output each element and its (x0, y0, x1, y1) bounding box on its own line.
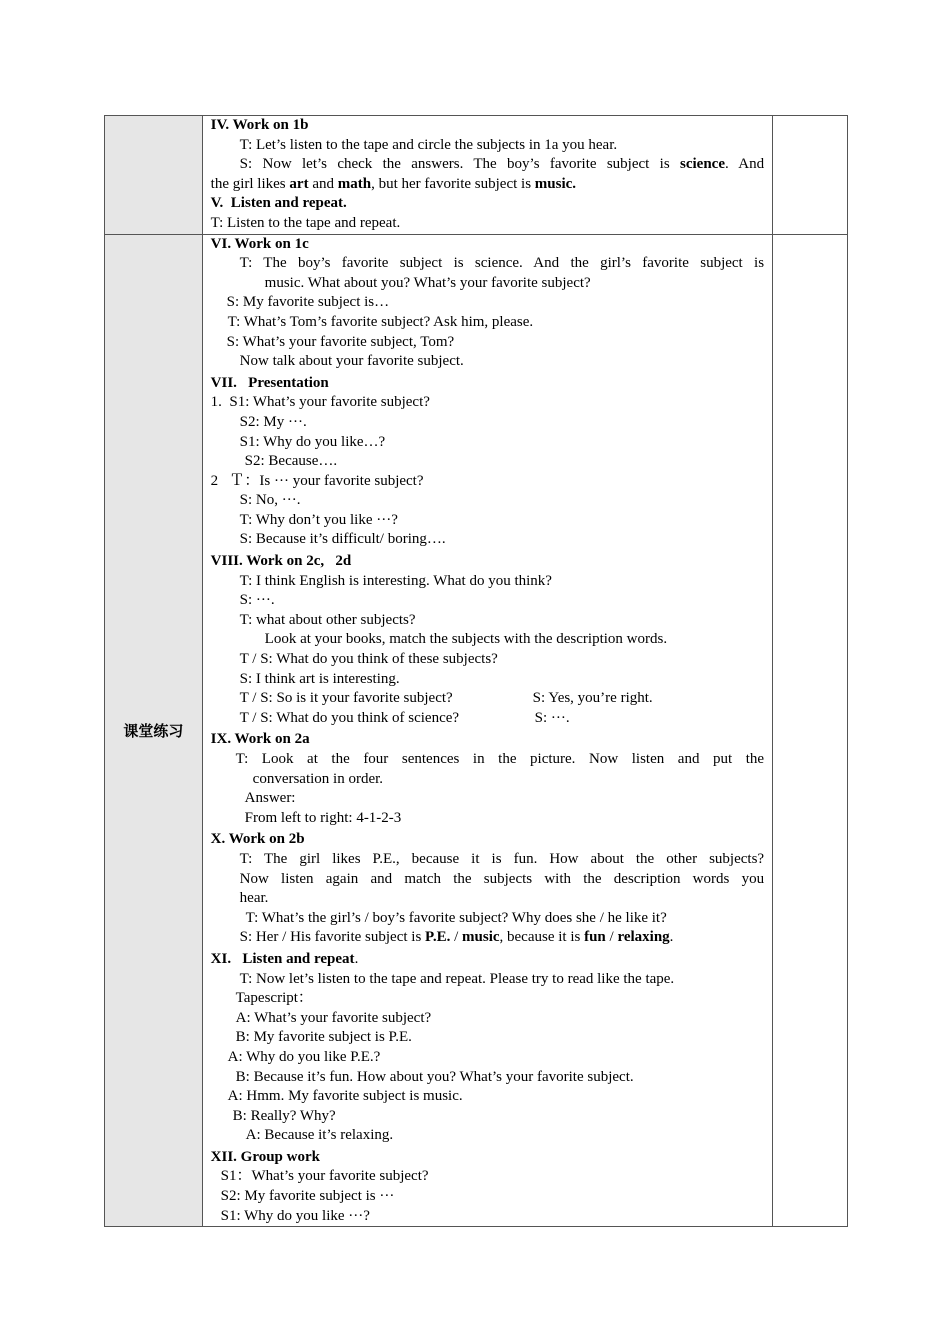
section-heading (211, 1148, 764, 1168)
table-row (105, 116, 848, 235)
text: Now listen again and match the subjects with the description words you (239, 870, 765, 887)
text-line (211, 770, 764, 790)
text-line (211, 413, 764, 433)
text: T: What’s Tom’s favorite subject? Ask him, please. (227, 313, 534, 330)
content-cell (202, 234, 772, 1227)
text-line (211, 650, 764, 670)
text: S2: My ···. (239, 413, 307, 430)
text: S: Now let’s check the answers. The boy’s favorite subject is (239, 156, 680, 173)
section-heading (211, 194, 764, 214)
text: S: ···. (534, 709, 570, 726)
text: . (669, 929, 674, 946)
text: B: My favorite subject is P.E. (235, 1029, 412, 1046)
text: S2: My favorite subject is ··· (220, 1188, 395, 1205)
text: T: What’s the girl’s / boy’s favorite subject? Why does she / he like it? (245, 909, 667, 926)
text: T: The girl likes P.E., because it is fun. How about the other subjects? (239, 850, 765, 867)
lesson-plan-table (104, 115, 848, 1227)
row-label: 课堂练习 (105, 234, 203, 1227)
section-heading (211, 730, 764, 750)
text-line (211, 1087, 764, 1107)
bold-text: VIII. Work on 2c, 2d (210, 553, 352, 570)
text-line (211, 1068, 764, 1088)
bold-text: X. Work on 2b (210, 831, 305, 848)
section-heading (211, 950, 764, 970)
text-line (211, 889, 764, 909)
text-line (211, 274, 764, 294)
text: T: I think English is interesting. What do you think? (239, 572, 552, 589)
text-line (211, 870, 764, 890)
text-line (211, 630, 764, 650)
bold-text: P.E. (425, 929, 451, 946)
text-line (211, 293, 764, 313)
text: S: My favorite subject is… (226, 294, 390, 311)
text-line (211, 572, 764, 592)
text: 2 Ｔ：Is ··· your favorite subject? (210, 472, 424, 489)
bold-text: music. (534, 175, 577, 192)
bold-text: fun (584, 929, 606, 946)
text: T: what about other subjects? (239, 611, 416, 628)
text-line (211, 789, 764, 809)
section-heading (211, 235, 764, 255)
text-line (211, 611, 764, 631)
text: T: Listen to the tape and repeat. (210, 214, 401, 231)
text-line (211, 530, 764, 550)
text: B: Really? Why? (232, 1107, 336, 1124)
text-line (211, 750, 764, 770)
notes-cell (773, 116, 848, 235)
text: music. What about you? What’s your favorite subject? (264, 274, 591, 291)
text: , but her favorite subject is (371, 175, 535, 192)
text-line (211, 1187, 764, 1207)
text: A: What’s your favorite subject? (235, 1009, 432, 1026)
text: 1. S1: What’s your favorite subject? (210, 394, 430, 411)
text-line (211, 1107, 764, 1127)
text-line (211, 433, 764, 453)
text: S1：What’s your favorite subject? (220, 1168, 429, 1185)
text-line (211, 989, 764, 1009)
text: Answer: (244, 790, 296, 807)
text: A: Hmm. My favorite subject is music. (227, 1088, 463, 1105)
bold-text: VI. Work on 1c (210, 235, 309, 252)
text: . (354, 950, 359, 967)
text-line (211, 511, 764, 531)
text: S: What’s your favorite subject, Tom? (226, 333, 455, 350)
bold-text: V. Listen and repeat. (210, 195, 347, 212)
text-line (211, 1126, 764, 1146)
text: S: Yes, you’re right. (532, 690, 653, 707)
row-label (105, 116, 203, 235)
text: Tapescript： (235, 990, 313, 1007)
text: S1: Why do you like ···? (220, 1207, 370, 1224)
text-line (211, 452, 764, 472)
text-line (211, 333, 764, 353)
text: T / S: So is it your favorite subject? (239, 690, 453, 707)
text-line (211, 393, 764, 413)
text: hear. (239, 890, 269, 907)
text: conversation in order. (252, 770, 384, 787)
text: T: Now let’s listen to the tape and repeat. Please try to read like the tape. (239, 970, 675, 987)
bold-text: math (337, 175, 372, 192)
text-line (211, 1167, 764, 1187)
section-heading (211, 116, 764, 136)
text-line (211, 136, 764, 156)
text-line (211, 591, 764, 611)
text-line (211, 472, 764, 492)
bold-text: science (680, 156, 725, 173)
text: S1: Why do you like…? (239, 433, 386, 450)
text: S: Her / His favorite subject is (239, 929, 426, 946)
text-line (211, 928, 764, 948)
bold-text: IV. Work on 1b (210, 117, 309, 133)
text: . And (724, 156, 765, 173)
text-line (211, 254, 764, 274)
text-line (211, 1028, 764, 1048)
text: Now talk about your favorite subject. (239, 353, 464, 370)
content-cell (202, 116, 772, 235)
text-line (211, 689, 764, 709)
text: From left to right: 4-1-2-3 (244, 809, 402, 826)
text-line (211, 850, 764, 870)
text: the girl likes (210, 175, 290, 192)
bold-text: XII. Group work (210, 1148, 320, 1165)
text: A: Why do you like P.E.? (227, 1048, 381, 1065)
text: S2: Because…. (244, 453, 338, 470)
text: S: No, ···. (239, 492, 301, 509)
bold-text: art (289, 175, 309, 192)
text-line (211, 352, 764, 372)
text: S: I think art is interesting. (239, 670, 400, 687)
text-line (211, 809, 764, 829)
text-line (211, 175, 764, 195)
bold-text: VII. Presentation (210, 374, 329, 391)
text-line (211, 155, 764, 175)
text: B: Because it’s fun. How about you? What’s your favorite subject. (235, 1068, 634, 1085)
text: T: The boy’s favorite subject is science. And the girl’s favorite subject is (239, 255, 765, 272)
text: / (605, 929, 618, 946)
text: T: Let’s listen to the tape and circle the subjects in 1a you hear. (239, 136, 618, 153)
text: and (308, 175, 338, 192)
text: A: Because it’s relaxing. (245, 1127, 394, 1144)
text-line (211, 709, 764, 729)
text-line (211, 1009, 764, 1029)
bold-text: relaxing (617, 929, 670, 946)
bold-text: XI. Listen and repeat (210, 950, 355, 967)
section-heading (211, 830, 764, 850)
text: T / S: What do you think of science? (239, 709, 460, 726)
text: T: Look at the four sentences in the picture. Now listen and put the (235, 751, 765, 767)
text-line (211, 214, 764, 234)
bold-text: music (462, 929, 500, 946)
text: S: ···. (239, 592, 275, 609)
text-line (211, 670, 764, 690)
text-line (211, 491, 764, 511)
text-line (211, 1207, 764, 1227)
text-line (211, 313, 764, 333)
text: Look at your books, match the subjects with the description words. (264, 631, 668, 648)
text: T / S: What do you think of these subjects? (239, 651, 498, 668)
text-line (211, 970, 764, 990)
section-heading (211, 552, 764, 572)
text-line (211, 1048, 764, 1068)
notes-cell (773, 234, 848, 1227)
section-heading (211, 374, 764, 394)
text: T: Why don’t you like ···? (239, 511, 398, 528)
table-row (105, 234, 848, 1227)
text-line (211, 909, 764, 929)
text: / (450, 929, 463, 946)
text: , because it is (499, 929, 585, 946)
bold-text: IX. Work on 2a (210, 731, 310, 748)
text: S: Because it’s difficult/ boring…. (239, 531, 446, 548)
